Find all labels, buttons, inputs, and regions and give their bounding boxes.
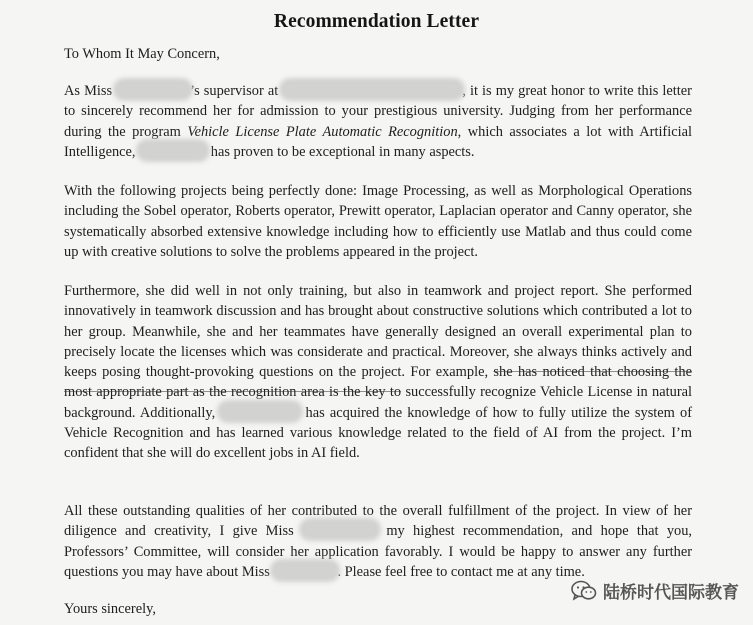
closing: Yours sincerely, [64,601,156,617]
paragraph-2: With the following projects being perfectly done: Image Processing, as well as Morphological Operations including the Sobel operator, Roberts operator, Prewitt operator, Laplacian operator and Canny operator, she systematically absorbed extensive knowledge including how to efficiently use Matlab and thus could come up with creative solutions to solve the problems appeared in the project. [64,183,692,260]
p3-text-3: successfully recognize Vehicle License in natural background. Additionally, [64,384,692,421]
redacted-name [116,81,190,98]
p1-text-1: As Miss [64,83,113,99]
paragraph-1 [64,81,692,162]
salutation: To Whom It May Concern, [64,46,220,62]
p4-text-1: All these outstanding qualities of her contributed to the overall fulfillment of the project. In view of her diligence and creativity, I give Miss [64,503,692,540]
watermark [571,578,739,603]
p3-text-1: Furthermore, she did well in not only training, but also in teamwork and project report. She performed innovatively in teamwork discussion and has brought about constructive solutions which contributed a lot to her group. Meanwhile, she and her teammates have generally designed an overall experimental plan to precisely locate the licenses which was considerate and practical. Moreover, she always thinks actively and keeps posing thought-provoking questions on the project. For example, [64,283,692,381]
program-name: Vehicle License Plate Automatic Recognition [187,123,458,140]
p1-text-4: , which associates a lot with Artificial Intelligence, [64,123,692,160]
redacted-name [273,562,337,579]
p4-text-2: my highest recommendation, and hope that you, Professors’ Committee, will consider her application favorably. I would be happy to answer any further questions you may have about Miss [64,523,692,580]
p3-text-2: she has noticed that choosing the most appropriate part as the recognition area is the key to [64,364,692,401]
redacted-name [302,521,378,538]
p1-text-5: has proven to be exceptional in many aspects. [210,143,475,160]
wechat-icon [571,580,597,602]
p4-text-3: . Please feel free to contact me at any time. [337,563,585,580]
redacted-name [139,142,207,159]
paragraph-3 [64,281,692,464]
letter-title: Recommendation Letter [273,11,480,32]
redacted-institution [282,81,462,98]
p1-text-3: , it is my great honor to write this letter to sincerely recommend her for admission to your prestigious university. Judging from her performance during the program [64,83,692,140]
p3-text-4: has acquired the knowledge of how to fully utilize the system of Vehicle Recognition and has learned various knowledge related to the field of AI from the project. I’m confident that she will do excellent jobs in AI field. [64,404,692,462]
p1-text-2: ’s supervisor at [190,83,279,99]
redacted-name [220,403,300,420]
paragraph-4 [64,501,692,582]
watermark-text: 陆桥时代国际教育 [603,583,739,603]
